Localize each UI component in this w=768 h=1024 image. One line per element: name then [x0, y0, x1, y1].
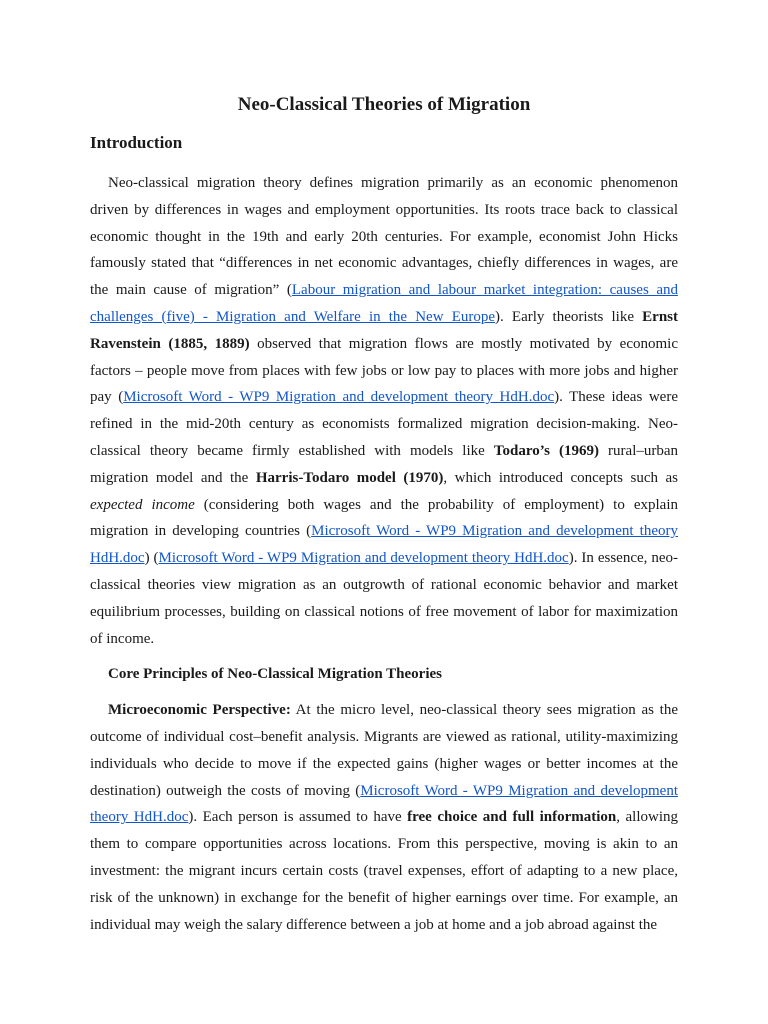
link-wp9-1[interactable]: Microsoft Word - WP9 Migration and development theory HdH.doc — [123, 389, 555, 406]
intro-text-4: ). These ideas were refined in the mid-20th century as economists formalized migration decision-making. Neo-classical theory became firmly established with models like — [90, 389, 678, 459]
microeconomic-paragraph — [90, 697, 678, 938]
intro-text-5: rural–urban migration model and the — [90, 442, 679, 486]
link-wp9-3[interactable]: Microsoft Word - WP9 Migration and development theory HdH.doc — [158, 550, 569, 567]
link-wp9-4[interactable]: Microsoft Word - WP9 Migration and development theory HdH.doc — [90, 782, 678, 826]
micro-text-3: , allowing them to compare opportunities across locations. From this perspective, moving is akin to an investment: the migrant incurs certain costs (travel expenses, effort of adapting to a new place, risk of the unknown) in exchange for the benefit of higher earnings over time. For example, an individual may weigh the salary difference between a job at home and a job abroad against the — [90, 809, 679, 933]
intro-text-2: ). Early theorists like — [495, 308, 643, 325]
link-labour-migration[interactable]: Labour migration and labour market integration: causes and challenges (five) - Migration and Welfare in the New Europe — [90, 282, 678, 325]
micro-text-1: At the micro level, neo-classical theory sees migration as the outcome of individual cost–benefit analysis. Migrants are viewed as rational, utility-maximizing individuals who decide to move if the expected gains (higher wages or better incomes at the destination) outweigh the costs of moving ( — [90, 702, 678, 799]
harris-todaro-bold: Harris-Todaro model (1970) — [255, 469, 444, 486]
expected-income-italic: expected income — [90, 496, 195, 513]
todaro-bold: Todaro’s (1969) — [493, 442, 600, 459]
micro-text-2: ). Each person is assumed to have — [188, 809, 408, 826]
core-principles-heading: Core Principles of Neo-Classical Migration Theories — [108, 666, 442, 683]
document-title: Neo-Classical Theories of Migration — [237, 94, 531, 115]
introduction-paragraph — [90, 170, 678, 652]
free-choice-bold: free choice and full information — [407, 809, 617, 826]
intro-text-3: observed that migration flows are mostly motivated by economic factors – people move from places with few jobs or low pay to places with more jobs and higher pay ( — [90, 335, 678, 406]
intro-text-8: ) ( — [144, 550, 159, 567]
ravenstein-bold: Ernst Ravenstein (1885, 1889) — [90, 308, 678, 352]
intro-text-1: Neo-classical migration theory defines migration primarily as an economic phenomenon driven by differences in wages and employment opportunities. Its roots trace back to classical economic thought in the 19th and early 20th centuries. For example, economist John Hicks famously stated that “differences in net economic advantages, chiefly differences in wages, are the main cause of migration” ( — [90, 175, 678, 299]
intro-text-7: (considering both wages and the probability of employment) to explain migration in developing countries ( — [90, 496, 678, 540]
micro-perspective-bold: Microeconomic Perspective: — [108, 702, 291, 719]
link-wp9-2[interactable]: Microsoft Word - WP9 Migration and development theory HdH.doc — [90, 523, 678, 567]
introduction-heading: Introduction — [90, 133, 183, 152]
intro-text-9: ). In essence, neo-classical theories view migration as an outgrowth of rational economic behavior and market equilibrium processes, building on classical notions of free movement of labor for maximization of income. — [90, 550, 678, 647]
intro-text-6: , which introduced concepts such as — [443, 469, 678, 486]
